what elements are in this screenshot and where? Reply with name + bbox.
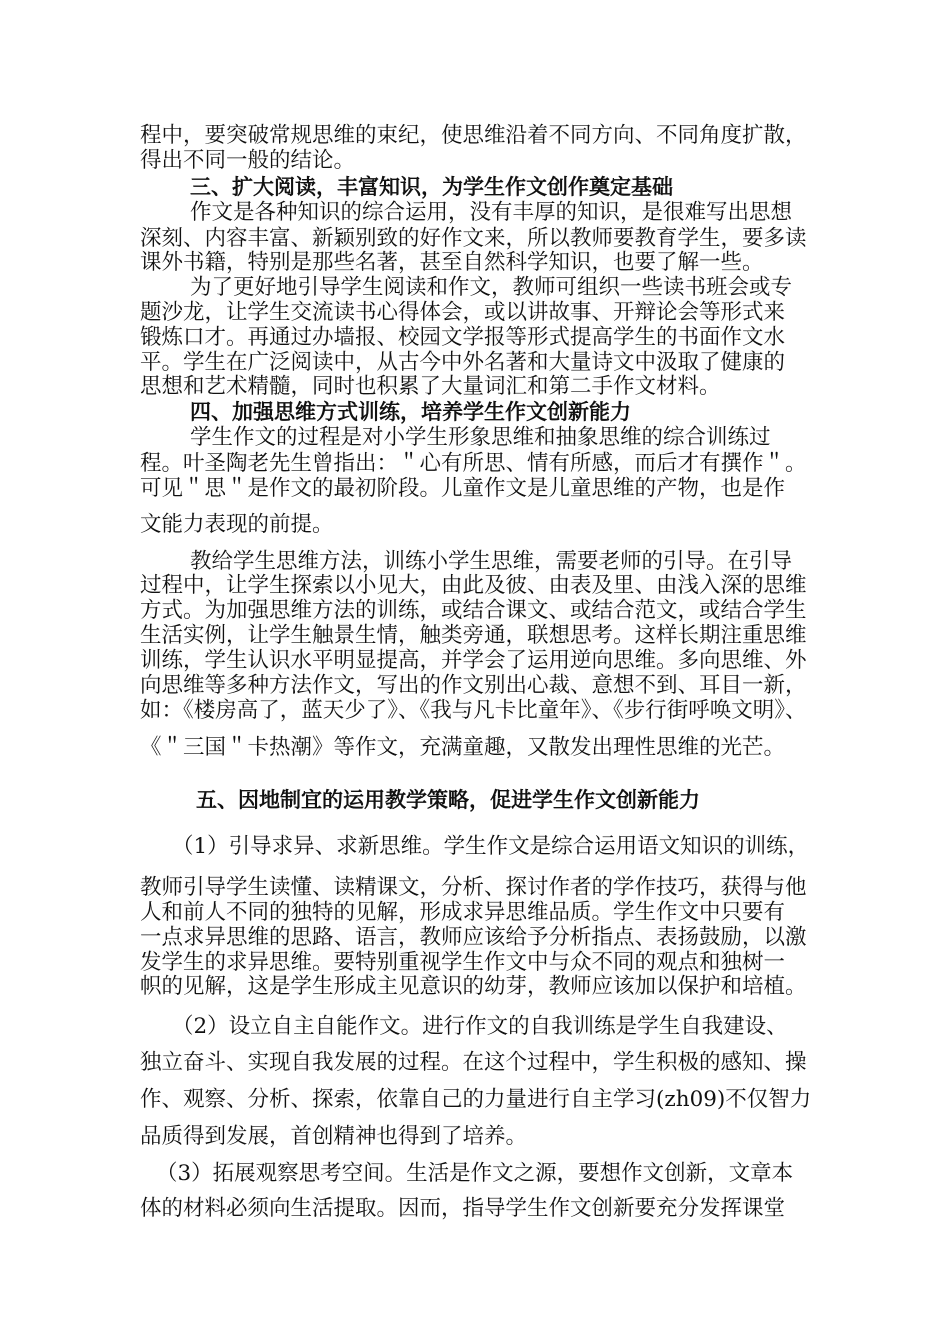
line-text: 训练，学生认识水平明显提高，并学会了运用逆向思维。多向思维、外 [140, 648, 807, 673]
heading-text: 五、因地制宜的运用教学策略，促进学生作文创新能力 [196, 788, 700, 812]
line-text: 为了更好地引导学生阅读和作文，教师可组织一些读书班会或专 [190, 275, 793, 300]
heading-text: 四、加强思维方式训练，培养学生作文创新能力 [190, 400, 631, 424]
line-text: （2）设立自主自能作文。进行作文的自我训练是学生自我建设、 [172, 1014, 788, 1039]
line-text: 题沙龙，让学生交流读书心得体会，或以讲故事、开辩论会等形式来 [140, 300, 786, 325]
line-text: 独立奋斗、实现自我发展的过程。在这个过程中，学生积极的感知、操 [140, 1050, 807, 1075]
line-text: （1）引导求异、求新思维。学生作文是综合运用语文知识的训练， [172, 834, 810, 859]
line-text: 文能力表现的前提。 [140, 512, 334, 537]
line-text: 思想和艺术精髓，同时也积累了大量词汇和第二手作文材料。 [140, 374, 721, 399]
line-text: 品质得到发展，首创精神也得到了培养。 [140, 1124, 528, 1149]
line-text: （3）拓展观察思考空间。生活是作文之源，要想作文创新，文章本 [156, 1161, 794, 1186]
line-text: 一点求异思维的思路、语言，教师应该给予分析指点、表扬鼓励，以激 [140, 925, 807, 950]
line-text: 可见＂思＂是作文的最初阶段。儿童作文是儿童思维的产物，也是作 [140, 476, 786, 501]
line-text: 得出不同一般的结论。 [140, 148, 356, 173]
line-text: 过程中，让学生探索以小见大，由此及彼、由表及里、由浅入深的思维 [140, 573, 807, 598]
line-text: 程。叶圣陶老先生曾指出：＂心有所思、情有所感，而后才有撰作＂。 [140, 451, 807, 476]
line-text: 程中，要突破常规思维的束纪，使思维沿着不同方向、不同角度扩散， [140, 123, 807, 148]
line-text: 深刻、内容丰富、新颖别致的好作文来，所以教师要教育学生，要多读 [140, 226, 807, 251]
line-text: 教给学生思维方法，训练小学生思维，需要老师的引导。在引导 [190, 549, 793, 574]
heading-text: 三、扩大阅读，丰富知识，为学生作文创作奠定基础 [190, 175, 673, 199]
line-text: 方式。为加强思维方法的训练，或结合课文、或结合范文，或结合学生 [140, 598, 807, 623]
line-text: 课外书籍，特别是那些名著，甚至自然科学知识，也要了解一些。 [140, 250, 764, 275]
line-text: 体的材料必须向生活提取。因而，指导学生作文创新要充分发挥课堂 [140, 1196, 786, 1221]
line-text: 锻炼口才。再通过办墙报、校园文学报等形式提高学生的书面作文水 [140, 325, 786, 350]
line-text: 如：《楼房高了，蓝天少了》、《我与凡卡比童年》、《步行街呼唤文明》、 [140, 698, 807, 723]
line-text: 作文是各种知识的综合运用，没有丰厚的知识，是很难写出思想 [190, 200, 793, 225]
line-text: 学生作文的过程是对小学生形象思维和抽象思维的综合训练过 [190, 425, 771, 450]
line-text: 生活实例，让学生触景生情，触类旁通，联想思考。这样长期注重思维 [140, 623, 807, 648]
line-text: 向思维等多种方法作文，写出的作文别出心裁、意想不到、耳目一新， [140, 673, 807, 698]
line-text: 人和前人不同的独特的见解，形成求异思维品质。学生作文中只要有 [140, 900, 786, 925]
line-text: 《＂三国＂卡热潮》等作文，充满童趣，又散发出理性思维的光芒。 [140, 735, 786, 760]
line-text: 作、观察、分析、探索，依靠自己的力量进行自主学习(zh09)不仅智力 [140, 1087, 812, 1112]
line-text: 发学生的求异思维。要特别重视学生作文中与众不同的观点和独树一 [140, 950, 786, 975]
line-text: 帜的见解，这是学生形成主见意识的幼芽，教师应该加以保护和培植。 [140, 974, 807, 999]
line-text: 教师引导学生读懂、读精课文，分析、探讨作者的学作技巧，获得与他 [140, 875, 807, 900]
line-text: 平。学生在广泛阅读中，从古今中外名著和大量诗文中汲取了健康的 [140, 350, 786, 375]
